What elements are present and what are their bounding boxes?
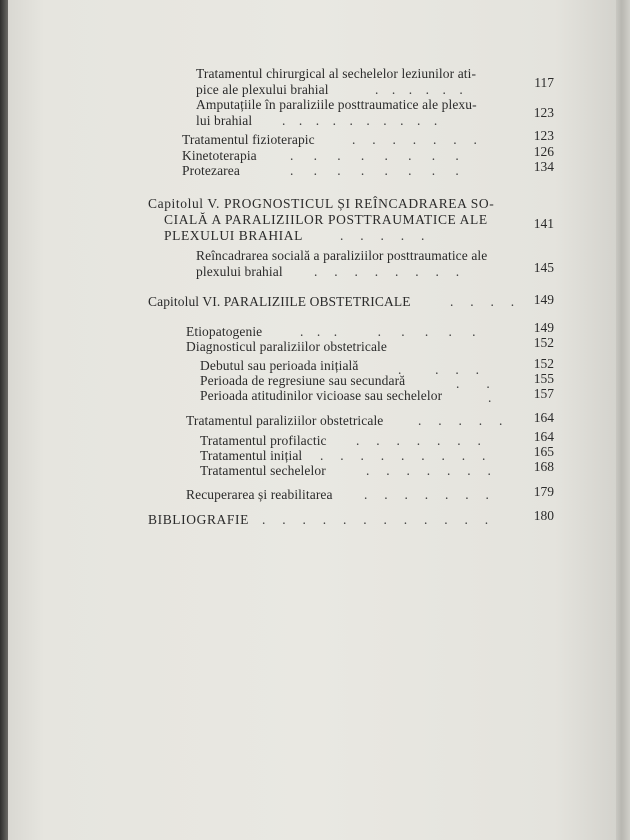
toc-page-number: 123 (533, 128, 554, 143)
toc-entry-text: Perioada de regresiune sau secundară (200, 373, 406, 388)
toc-entry-text: Reîncadrarea socială a paraliziilor posttraumatice ale (196, 248, 488, 263)
dot-leaders: . . . . (450, 294, 515, 309)
toc-entry-text: lui brahial (196, 113, 253, 128)
dot-leaders: . . . . . . . (364, 487, 489, 502)
toc-page-number: 117 (534, 75, 554, 90)
toc-page-number: 145 (533, 260, 554, 275)
toc-entry-text: Recuperarea și reabilitarea (186, 487, 333, 502)
dot-leaders: . . . . . . . . (314, 264, 460, 279)
toc-page-number: 155 (533, 371, 554, 386)
toc-entry-text: Kinetoterapia (182, 148, 257, 163)
toc-page-number: 164 (533, 410, 554, 425)
dot-leaders: . . . . . . . . (290, 148, 459, 163)
dot-leaders: . . . . . . . . (300, 324, 476, 339)
toc-entry-text: Tratamentul sechelelor (200, 463, 326, 478)
toc-entry-text: Amputațiile în paraliziile posttraumatice ale plexu- (196, 97, 477, 112)
toc-entry-text: pice ale plexului brahial (196, 82, 329, 97)
dot-leaders: . . . . . . . (366, 463, 491, 478)
toc-entry-text: Tratamentul chirurgical al sechelelor leziunilor ati- (196, 66, 477, 81)
toc-entry-text: Tratamentul fizioterapic (182, 132, 315, 147)
toc-entry-text: Tratamentul profilactic (200, 433, 327, 448)
toc-entry-text: plexului brahial (196, 264, 283, 279)
toc-entry-text: Protezarea (182, 163, 240, 178)
toc-page-number: 180 (533, 508, 554, 523)
bibliography-heading: BIBLIOGRAFIE (148, 512, 249, 527)
toc-page-number: 165 (533, 444, 554, 459)
toc-page-number: 164 (533, 429, 554, 444)
chapter-heading: Capitolul V. PROGNOSTICUL ȘI REÎNCADRAREA SO- (148, 196, 495, 211)
toc-page-number: 134 (533, 159, 554, 174)
dot-leaders: . . (456, 376, 490, 391)
chapter-heading: Capitolul VI. PARALIZIILE OBSTETRICALE (148, 294, 411, 309)
toc-entry-text: Debutul sau perioada inițială (200, 358, 359, 373)
toc-entry-text: Diagnosticul paraliziilor obstetricale (186, 339, 387, 354)
toc-entry-text: Perioada atitudinilor vicioase sau sechelelor (200, 388, 443, 403)
toc-page-number: 157 (533, 386, 554, 401)
toc-page-number: 152 (533, 356, 554, 371)
dot-leaders: . . . . . (340, 228, 425, 243)
toc-entry-text: Tratamentul inițial (200, 448, 303, 463)
chapter-heading: PLEXULUI BRAHIAL (164, 228, 303, 243)
toc-entry-text: Etiopatogenie (186, 324, 263, 339)
toc-page-number: 123 (533, 105, 554, 120)
chapter-heading: CIALĂ A PARALIZIILOR POSTTRAUMATICE ALE (164, 212, 488, 227)
dot-leaders: . . . . . (418, 413, 503, 428)
dot-leaders: . . . . (398, 362, 479, 377)
dot-leaders: . . . . . . (375, 82, 463, 97)
toc-page-number: 126 (533, 144, 554, 159)
dot-leaders: . . . . . . . . . . . . (262, 512, 489, 527)
toc-entry-text: Tratamentul paraliziilor obstetricale (186, 413, 384, 428)
toc-page-number: 168 (533, 459, 554, 474)
toc-page-number: 141 (533, 216, 554, 231)
dot-leaders: . (488, 390, 492, 405)
dot-leaders: . . . . . . . . . . (282, 113, 438, 128)
dot-leaders: . . . . . . . . (290, 163, 459, 178)
dot-leaders: . . . . . . . (352, 132, 477, 147)
toc-page-number: 149 (533, 320, 554, 335)
dot-leaders: . . . . . . . (356, 433, 481, 448)
toc-page-number: 149 (533, 292, 554, 307)
dot-leaders: . . . . . . . . . (320, 448, 486, 463)
toc-page-number: 152 (533, 335, 554, 350)
toc-page-number: 179 (533, 484, 554, 499)
